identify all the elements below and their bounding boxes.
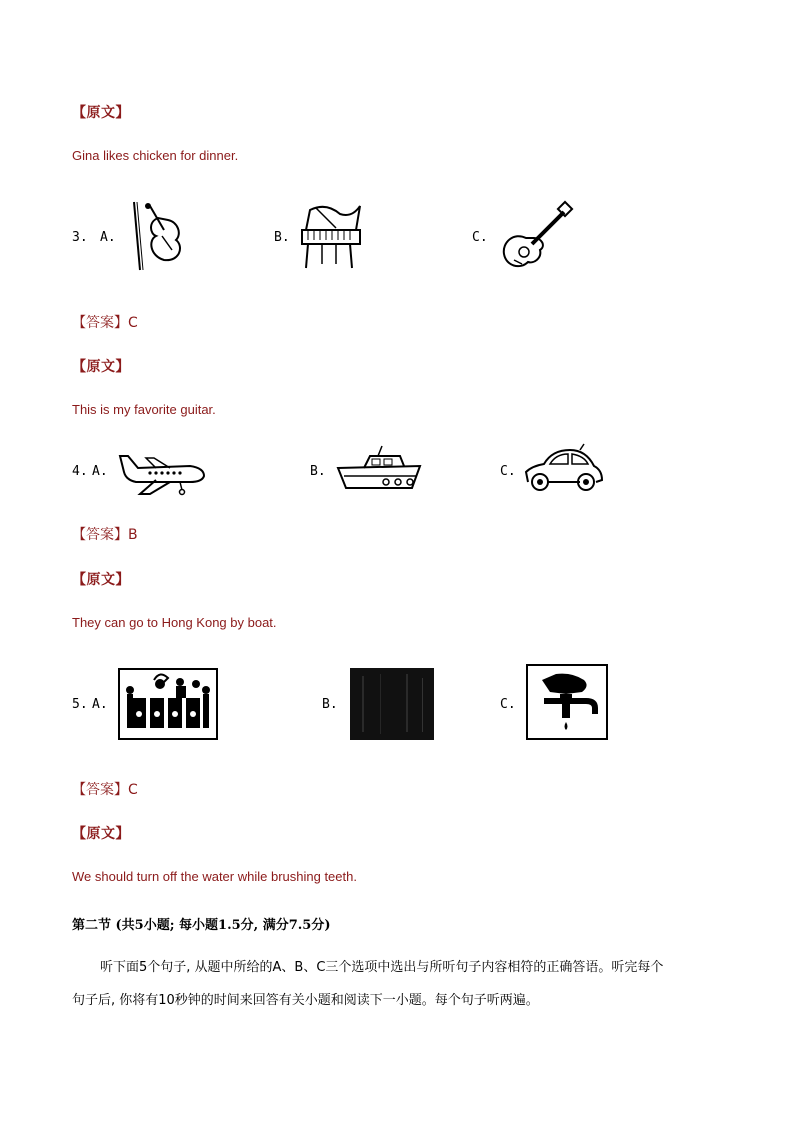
option-3b-label: B. <box>274 230 290 245</box>
option-3a-label: A. <box>100 230 116 245</box>
option-4a-label: A. <box>92 464 108 479</box>
option-4c-label: C. <box>500 464 516 479</box>
answer-5: 【答案】C <box>72 782 138 798</box>
option-5b-label: B. <box>322 697 338 712</box>
option-5c-label: C. <box>500 697 516 712</box>
piano-icon <box>296 200 366 272</box>
guitar-icon <box>498 202 574 272</box>
question-number-5: 5. <box>72 697 88 712</box>
question-number-3: 3. <box>72 230 88 245</box>
original-text-label: 【原文】 <box>72 105 130 121</box>
original-text-q2: Gina likes chicken for dinner. <box>72 148 239 163</box>
car-icon <box>522 444 604 494</box>
original-text-q5: We should turn off the water while brushing teeth. <box>72 869 357 884</box>
boat-icon <box>334 444 424 492</box>
option-4b-label: B. <box>310 464 326 479</box>
option-3c-label: C. <box>472 230 488 245</box>
answer-3: 【答案】C <box>72 315 138 331</box>
original-text-label: 【原文】 <box>72 572 130 588</box>
section-heading: 第二节 (共5小题; 每小题1.5分, 满分7.5分) <box>72 918 331 933</box>
original-text-q4: They can go to Hong Kong by boat. <box>72 615 277 630</box>
option-5a-label: A. <box>92 697 108 712</box>
answer-4: 【答案】B <box>72 527 138 543</box>
airplane-icon <box>116 446 208 498</box>
original-text-q3: This is my favorite guitar. <box>72 402 216 417</box>
question-number-4: 4. <box>72 464 88 479</box>
dark-image-icon <box>350 668 434 740</box>
instructions-line-2: 句子后, 你将有10秒钟的时间来回答有关小题和阅读下一小题。每个句子听两遍。 <box>72 993 539 1008</box>
violin-icon <box>128 200 188 272</box>
original-text-label: 【原文】 <box>72 826 130 842</box>
instructions-line-1: 听下面5个句子, 从题中所给的A、B、C三个选项中选出与所听句子内容相符的正确答语。听完每个 <box>100 960 664 975</box>
recycling-icon <box>118 668 218 740</box>
original-text-label: 【原文】 <box>72 359 130 375</box>
water-tap-icon <box>526 664 608 740</box>
